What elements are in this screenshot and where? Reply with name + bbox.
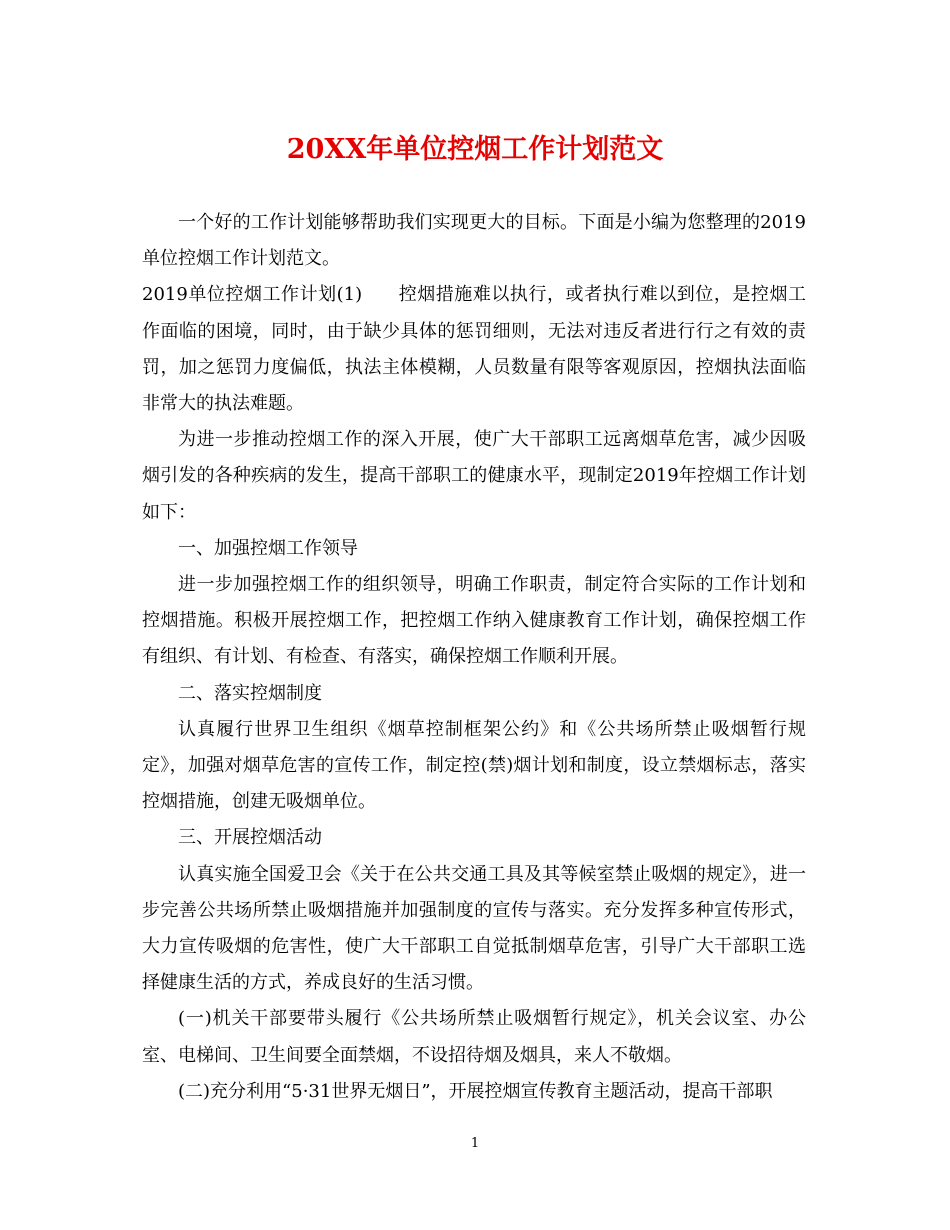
section-heading-1: 一、加强控烟工作领导: [178, 537, 358, 559]
paragraph-section-1: 进一步加强控烟工作的组织领导，明确工作职责，制定符合实际的工作计划和控烟措施。积极开展控烟工作，把控烟工作纳入健康教育工作计划，确保控烟工作有组织、有计划、有检查、有落实，确保控烟工作顺利开展。: [142, 574, 806, 668]
paragraph-plan-1: [142, 277, 806, 422]
section-heading-2: 二、落实控烟制度: [178, 682, 322, 704]
paragraph-intro: 一个好的工作计划能够帮助我们实现更大的目标。下面是小编为您整理的2019单位控烟工作计划范文。: [142, 212, 806, 270]
plan-1-text: 控烟措施难以执行，或者执行难以到位，是控烟工作面临的困境，同时，由于缺少具体的惩罚细则，无法对违反者进行行之有效的责罚，加之惩罚力度偏低，执法主体模糊，人员数量有限等客观原因，控烟执法面临非常大的执法难题。: [142, 284, 806, 415]
paragraph-item-1: (一)机关干部要带头履行《公共场所禁止吸烟暂行规定》，机关会议室、办公室、电梯间、卫生间要全面禁烟，不设招待烟及烟具，来人不敬烟。: [142, 1008, 806, 1066]
paragraph-purpose: 为进一步推动控烟工作的深入开展，使广大干部职工远离烟草危害，减少因吸烟引发的各种疾病的发生，提高干部职工的健康水平，现制定2019年控烟工作计划如下：: [142, 429, 806, 523]
section-heading-3: 三、开展控烟活动: [178, 827, 322, 849]
document-title: 20XX年单位控烟工作计划范文: [286, 134, 664, 165]
page-number: 1: [470, 1136, 480, 1151]
paragraph-item-2: (二)充分利用“5·31世界无烟日”，开展控烟宣传教育主题活动，提高干部职: [178, 1080, 773, 1102]
plan-heading: 2019单位控烟工作计划(1): [142, 284, 363, 306]
paragraph-section-3: 认真实施全国爱卫会《关于在公共交通工具及其等候室禁止吸烟的规定》，进一步完善公共场所禁止吸烟措施并加强制度的宣传与落实。充分发挥多种宣传形式，大力宣传吸烟的危害性，使广大干部职工自觉抵制烟草危害，引导广大干部职工选择健康生活的方式，养成良好的生活习惯。: [142, 863, 806, 994]
paragraph-section-2: 认真履行世界卫生组织《烟草控制框架公约》和《公共场所禁止吸烟暂行规定》，加强对烟草危害的宣传工作，制定控(禁)烟计划和制度，设立禁烟标志，落实控烟措施，创建无吸烟单位。: [142, 718, 806, 813]
document-body: [142, 205, 806, 1110]
